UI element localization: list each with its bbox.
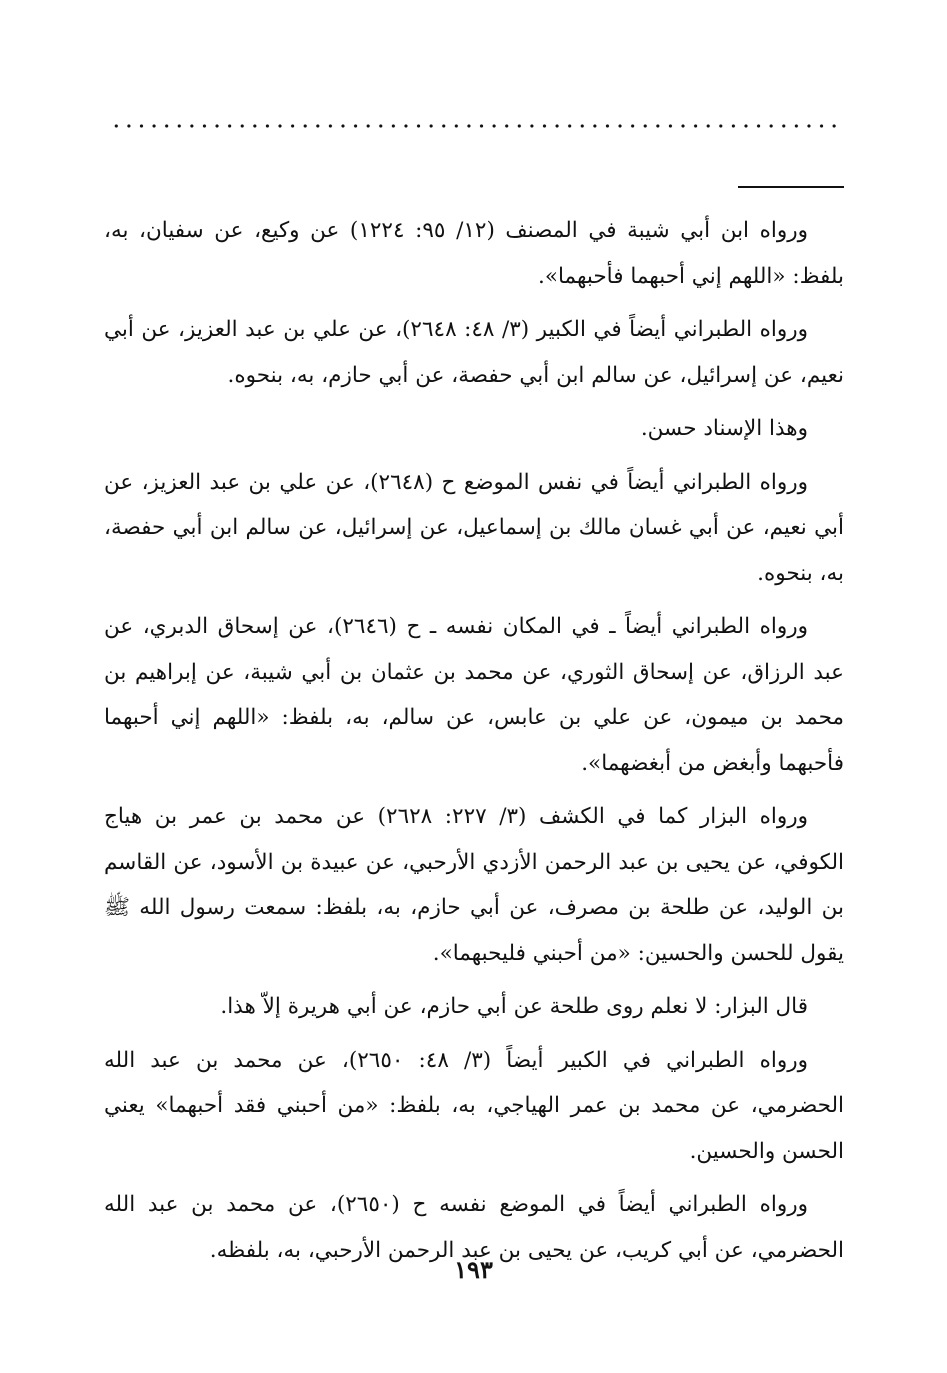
footnote-rule (738, 186, 844, 188)
paragraph-9: ورواه الطبراني أيضاً في الموضع نفسه ح (٢٦٥٠)، عن محمد بن عبد الله الحضرمي، عن أبي كريب، عن يحيى بن عبد الرحمن الأرحبي، به، بلفظه. (104, 1192, 844, 1263)
paragraph-4: ورواه الطبراني أيضاً في نفس الموضع ح (٢٦٤٨)، عن علي بن عبد العزيز، عن أبي نعيم، عن أبي غسان مالك بن إسماعيل، عن إسرائيل، عن سالم ابن أبي حفصة، به، بنحوه. (104, 469, 844, 586)
paragraph-5: ورواه الطبراني أيضاً ـ في المكان نفسه ـ ح (٢٦٤٦)، عن إسحاق الدبري، عن عبد الرزاق، عن إسحاق الثوري، عن محمد بن عثمان بن أبي شيبة، عن إبراهيم بن محمد بن ميمون، عن علي بن عابس، عن سالم، به، بلفظ: «اللهم إني أحبهما فأحبهما وأبغض من أبغضهما». (104, 614, 844, 776)
page-number: ١٩٣ (454, 1255, 493, 1284)
paragraph-3: وهذا الإسناد حسن. (640, 416, 808, 441)
paragraph-6: ورواه البزار كما في الكشف (٣/ ٢٢٧: ٢٦٢٨) عن محمد بن عمر بن هياج الكوفي، عن يحيى بن عبد الرحمن الأزدي الأرحبي، عن عبيدة بن الأسود، عن القاسم بن الوليد، عن طلحة بن مصرف، عن أبي حازم، به، بلفظ: سمعت رسول الله ﷺ يقول للحسن والحسين: «من أحبني فليحبهما». (104, 804, 844, 966)
paragraph-1: ورواه ابن أبي شيبة في المصنف (١٢/ ٩٥: ١٢٢٤) عن وكيع، عن سفيان، به، بلفظ: «اللهم إني أحبهما فأحبهما». (104, 218, 844, 289)
paragraph-7: قال البزار: لا نعلم روى طلحة عن أبي حازم، عن أبي هريرة إلاّ هذا. (220, 994, 808, 1019)
main-text (104, 208, 844, 1281)
dotted-separator (110, 124, 842, 128)
paragraph-2: ورواه الطبراني أيضاً في الكبير (٣/ ٤٨: ٢٦٤٨)، عن علي بن عبد العزيز، عن أبي نعيم، عن إسرائيل، عن سالم ابن أبي حفصة، عن أبي حازم، به، بنحوه. (104, 317, 844, 388)
paragraph-8: ورواه الطبراني في الكبير أيضاً (٣/ ٤٨: ٢٦٥٠)، عن محمد بن عبد الله الحضرمي، عن محمد بن عمر الهياجي، به، بلفظ: «من أحبني فقد أحبهما» يعني الحسن والحسين. (104, 1047, 844, 1164)
